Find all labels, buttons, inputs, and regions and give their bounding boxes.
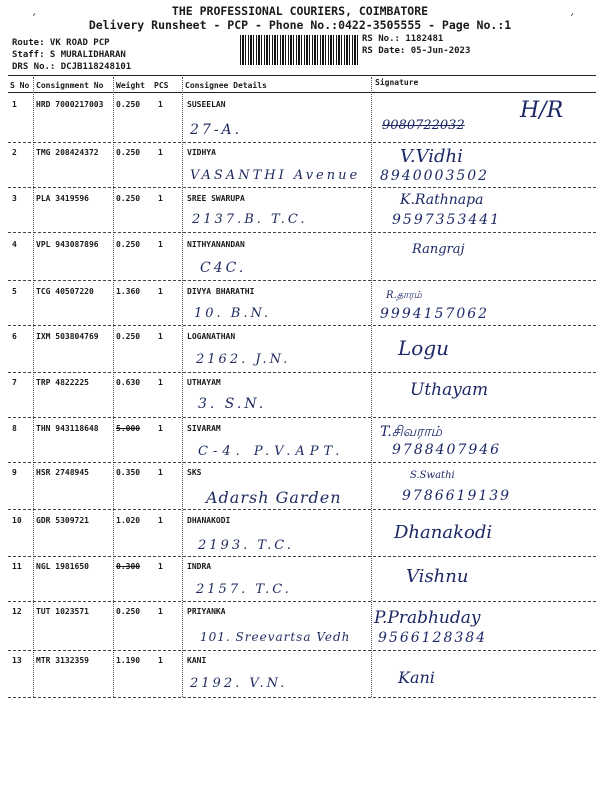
row-divider (8, 509, 596, 510)
row-consignee-name: SKS (187, 468, 202, 477)
row-weight: 5.000 (116, 424, 141, 433)
row-consignee-name: DHANAKODI (187, 516, 231, 525)
row-sno: 5 (12, 287, 17, 296)
row-divider (8, 232, 596, 233)
column-divider (33, 77, 34, 697)
row-signature-name: P.Prabhuday (374, 608, 481, 628)
row-pcs: 1 (158, 424, 163, 433)
row-sno: 12 (12, 607, 22, 616)
row-consignee-name: SUSEELAN (187, 100, 226, 109)
row-consignment: HSR 2748945 (36, 468, 89, 477)
row-signature-name: Rangraj (412, 242, 465, 257)
corner-tick: ′ (568, 12, 577, 28)
row-consignment: TMG 208424372 (36, 148, 99, 157)
row-divider (8, 372, 596, 373)
row-signature-phone: 9080722032 (382, 118, 465, 133)
row-address-handwritten: 3. S.N. (198, 396, 267, 412)
row-divider (8, 280, 596, 281)
row-sno: 4 (12, 240, 17, 249)
row-divider (8, 556, 596, 557)
row-consignment: NGL 1981650 (36, 562, 89, 571)
row-sno: 11 (12, 562, 22, 571)
row-sno: 1 (12, 100, 17, 109)
row-signature-name: Dhanakodi (394, 522, 493, 543)
col-header-signature: Signature (375, 78, 419, 87)
rs-number: RS No.: 1182481 (362, 34, 444, 44)
row-signature-name: V.Vidhi (400, 146, 463, 167)
row-pcs: 1 (158, 100, 163, 109)
row-signature-name: K.Rathnapa (400, 192, 484, 208)
row-signature-phone: 9788407946 (392, 442, 502, 458)
row-weight: 0.250 (116, 100, 141, 109)
route-label: Route: VK ROAD PCP (12, 38, 110, 48)
row-consignee-name: DIVYA BHARATHI (187, 287, 255, 296)
row-consignee-name: UTHAYAM (187, 378, 221, 387)
row-consignment: TCG 40507220 (36, 287, 94, 296)
row-signature-phone: 9994157062 (380, 306, 490, 322)
row-weight: 0.250 (116, 607, 141, 616)
row-weight: 1.360 (116, 287, 141, 296)
column-divider (113, 77, 114, 697)
runsheet-subtitle: Delivery Runsheet - PCP - Phone No.:0422-3505555 - Page No.:1 (88, 18, 512, 32)
row-consignment: MTR 3132359 (36, 656, 89, 665)
row-consignee-name: PRIYANKA (187, 607, 226, 616)
row-consignee-name: NITHYANANDAN (187, 240, 245, 249)
row-address-handwritten: 2157. T.C. (196, 582, 292, 597)
row-sno: 13 (12, 656, 22, 665)
column-divider (182, 77, 183, 697)
barcode (240, 35, 358, 65)
row-consignee-name: SIVARAM (187, 424, 221, 433)
row-address-handwritten: 27-A. (190, 122, 243, 138)
col-header-pcs: PCS (154, 81, 169, 90)
row-consignee-name: LOGANATHAN (187, 332, 236, 341)
row-sno: 6 (12, 332, 17, 341)
staff-label: Staff: S MURALIDHARAN (12, 50, 126, 60)
row-pcs: 1 (158, 516, 163, 525)
row-pcs: 1 (158, 148, 163, 157)
row-consignment: TRP 4822225 (36, 378, 89, 387)
row-signature-phone: 9566128384 (378, 630, 488, 646)
row-address-handwritten: Adarsh Garden (206, 488, 342, 507)
row-sno: 9 (12, 468, 17, 477)
row-signature-phone: 9786619139 (402, 488, 512, 504)
row-address-handwritten: VASANTHI Avenue (190, 168, 361, 183)
row-sno: 8 (12, 424, 17, 433)
row-signature-name: Logu (398, 336, 450, 360)
row-sno: 2 (12, 148, 17, 157)
col-header-sno: S No (10, 81, 30, 90)
row-address-handwritten: 2162. J.N. (196, 352, 291, 367)
row-divider (8, 325, 596, 326)
row-weight: 0.250 (116, 194, 141, 203)
column-divider (371, 77, 372, 697)
row-weight: 1.190 (116, 656, 141, 665)
row-weight: 0.250 (116, 240, 141, 249)
row-consignment: GDR 5309721 (36, 516, 89, 525)
row-pcs: 1 (158, 607, 163, 616)
row-divider (8, 187, 596, 188)
row-consignment: TUT 1023571 (36, 607, 89, 616)
row-pcs: 1 (158, 287, 163, 296)
row-pcs: 1 (158, 332, 163, 341)
row-pcs: 1 (158, 656, 163, 665)
row-signature-name: R.தாரம் (386, 290, 422, 301)
row-divider (8, 142, 596, 143)
row-consignment: HRD 7000217003 (36, 100, 104, 109)
row-consignee-name: KANI (187, 656, 207, 665)
company-title: THE PROFESSIONAL COURIERS, COIMBATORE (171, 4, 429, 18)
row-consignment: PLA 3419596 (36, 194, 89, 203)
row-sno: 10 (12, 516, 22, 525)
row-address-handwritten: 2193. T.C. (198, 538, 294, 553)
col-header-consignment: Consignment No (36, 81, 104, 90)
row-pcs: 1 (158, 378, 163, 387)
col-header-weight: Weight (116, 81, 145, 90)
row-consignment: VPL 943087896 (36, 240, 99, 249)
row-weight: 0.250 (116, 148, 141, 157)
row-address-handwritten: 10. B.N. (194, 306, 272, 321)
corner-tick: ′ (30, 12, 39, 28)
row-signature-phone: 9597353441 (392, 212, 502, 228)
row-address-handwritten: 2192. V.N. (190, 676, 288, 691)
row-pcs: 1 (158, 240, 163, 249)
row-weight: 1.020 (116, 516, 141, 525)
row-divider (8, 697, 596, 698)
row-divider (8, 601, 596, 602)
row-sno: 3 (12, 194, 17, 203)
row-sno: 7 (12, 378, 17, 387)
row-signature-name: Uthayam (410, 380, 489, 400)
row-weight: 0.630 (116, 378, 141, 387)
row-address-handwritten: 2137.B. T.C. (192, 212, 308, 227)
row-weight: 0.300 (116, 562, 141, 571)
row-consignee-name: SREE SWARUPA (187, 194, 245, 203)
row-signature-name: T.சிவராம் (380, 424, 442, 440)
row-consignee-name: INDRA (187, 562, 212, 571)
row-address-handwritten: C4C. (200, 260, 247, 276)
row-address-handwritten: 101. Sreevartsa Vedh (200, 630, 351, 644)
row-divider (8, 650, 596, 651)
row-weight: 0.250 (116, 332, 141, 341)
row-consignment: THN 943118648 (36, 424, 99, 433)
header-top-rule (8, 75, 596, 76)
drs-number: DRS No.: DCJB118248101 (12, 62, 132, 72)
row-signature-phone: 8940003502 (380, 168, 490, 184)
row-pcs: 1 (158, 468, 163, 477)
row-pcs: 1 (158, 194, 163, 203)
row-signature-name: H/R (520, 98, 564, 123)
row-pcs: 1 (158, 562, 163, 571)
row-divider (8, 417, 596, 418)
rs-date: RS Date: 05-Jun-2023 (362, 46, 471, 56)
row-divider (8, 462, 596, 463)
row-consignee-name: VIDHYA (187, 148, 216, 157)
row-weight: 0.350 (116, 468, 141, 477)
row-signature-name: Vishnu (406, 566, 469, 587)
row-signature-name: S.Swathi (410, 470, 455, 481)
row-signature-name: Kani (398, 668, 435, 687)
row-consignment: IXM 503804769 (36, 332, 99, 341)
col-header-consignee: Consignee Details (185, 81, 267, 90)
row-address-handwritten: C-4. P.V.APT. (198, 444, 345, 459)
header-bottom-rule (8, 92, 596, 93)
